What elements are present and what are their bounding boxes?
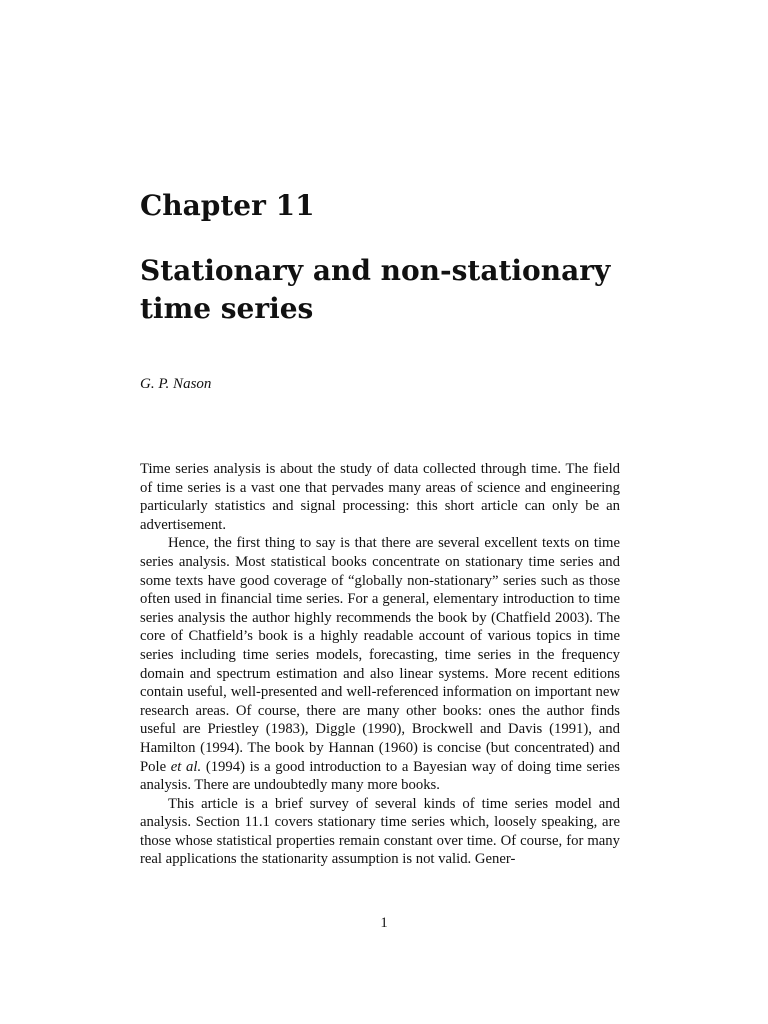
page-number: 1 bbox=[380, 915, 388, 931]
paragraph-2 bbox=[140, 534, 620, 794]
paragraph-3 bbox=[140, 795, 620, 869]
paragraph-2-text-a: Hence, the first thing to say is that there are several excellent texts on time series analysis. Most statistical books concentrate on stationary time series and some texts have good coverage of “globally non-stationary” series such as those often used in financial time series. For a general, elementary introduction to time series analysis the author highly recommends the book by (Chatfield 2003). The core of Chatfield’s book is a highly readable account of various topics in time series including time series models, forecasting, time series in the frequency domain and spectrum estimation and also linear systems. More recent editions contain useful, well-presented and well-referenced information on important new research areas. Of course, there are many other books: ones the author finds useful are Priestley (1983), Diggle (1990), Brockwell and Davis (1991), and Hamilton (1994). The book by Hannan (1960) is concise (but concentrated) and Pole bbox=[140, 535, 620, 775]
paragraph-3-text: This article is a brief survey of several kinds of time series model and analysis. Section 11.1 covers stationary time series which, loosely speaking, are those whose statistical properties remain constant over time. Of course, for many real applications the stationarity assumption is not valid. Gener- bbox=[140, 795, 620, 868]
paragraph-2-text-b: (1994) is a good introduction to a Bayesian way of doing time series analysis. There are undoubtedly many more books. bbox=[140, 758, 620, 794]
chapter-label: Chapter 11 bbox=[140, 189, 315, 222]
author-name: G. P. Nason bbox=[140, 376, 212, 392]
chapter-title: Stationary and non-stationary time series bbox=[140, 254, 611, 325]
paragraph-1-text: Time series analysis is about the study of data collected through time. The field of time series is a vast one that pervades many areas of science and engineering particularly statistics and signal processing: this short article can only be an advertisement. bbox=[140, 461, 620, 533]
paragraph-1 bbox=[140, 460, 620, 534]
body-text bbox=[140, 460, 620, 869]
paragraph-2-emphasis: et al. bbox=[170, 758, 202, 775]
